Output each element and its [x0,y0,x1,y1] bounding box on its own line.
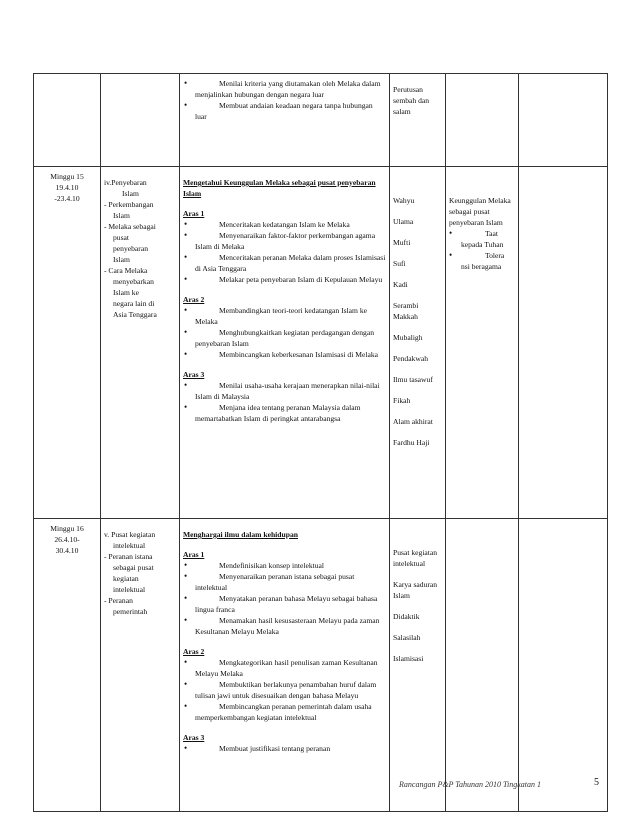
subtopic: Islam [113,255,130,264]
objective-list [183,560,386,637]
vocab-item: Mufti [393,238,411,247]
table-row [34,519,608,812]
level-label: Aras 3 [183,733,205,742]
vocab-item: Ulama [393,217,414,226]
vocab-item: Fardhu Haji [393,438,430,447]
vocab-item: Didaktik [393,612,420,621]
vocab-item: Mubaligh [393,333,423,342]
vocab-item: Fikah [393,396,411,405]
notes-cell [519,74,608,167]
vocab-cell [390,74,446,167]
level-label: Aras 2 [183,647,205,656]
topic-cell [101,74,180,167]
page-number: 5 [594,777,599,788]
objective-list [183,305,386,360]
objective-item: • Menilai kriteria yang diutamakan oleh Melaka dalam menjalinkan hubungan dengan negara luar [183,78,386,100]
objective-item: • Menjana idea tentang peranan Malaysia dalam memartabatkan Islam di peringkat antarabangsa [183,402,386,424]
values-heading: Keunggulan Melaka sebagai pusat penyebaran Islam [449,196,511,227]
subtopic: - Peranan [104,596,133,605]
vocab-item: Sufi [393,259,406,268]
level-label: Aras 1 [183,550,205,559]
objective-item: • Mendefinisikan konsep intelektual [183,560,386,571]
values-cell [446,167,519,519]
subtopic: pusat [113,233,130,242]
week-date: 26.4.10- [54,535,80,544]
subtopic: sebagai pusat [113,563,154,572]
level-label: Aras 3 [183,370,205,379]
vocab-cell [390,519,446,812]
subtopic: negara lain di [113,299,155,308]
objectives-cell [180,519,390,812]
subtopic: Islam ke [113,288,139,297]
objective-list [183,657,386,723]
vocab-item: Pendakwah [393,354,429,363]
week-cell [34,74,101,167]
table-row [34,74,608,167]
subtopic: - Melaka sebagai [104,222,156,231]
topic-title: v. Pusat kegiatan [104,530,156,539]
value-item: • Taat kepada Tuhan [449,228,515,250]
week-cell [34,167,101,519]
objective-item: • Membincangkan peranan pemerintah dalam usaha memperkembangan kegiatan intelektual [183,701,386,723]
vocab-item: Wahyu [393,196,415,205]
subtopic: Islam [113,211,130,220]
value-item: • Tolera nsi beragama [449,250,515,272]
objective-item: • Menyenaraikan faktor-faktor perkembangan agama Islam di Melaka [183,230,386,252]
page-footer: Rancangan P&P Tahunan 2010 Tingkatan 1 [399,780,542,789]
objective-item: • Menyatakan peranan bahasa Melayu sebagai bahasa lingua franca [183,593,386,615]
objective-item: • Melakar peta penyebaran Islam di Kepulauan Melayu [183,274,386,285]
vocab-item: Alam akhirat [393,417,433,426]
subtopic: intelektual [113,585,146,594]
subtopic: penyebaran [113,244,148,253]
subtopic: Asia Tenggara [113,310,157,319]
subtopic: - Perkembangan [104,200,154,209]
notes-cell [519,519,608,812]
section-heading: Mengetahui Keunggulan Melaka sebagai pusat penyebaran Islam [183,178,376,198]
objective-item: • Membuktikan berlakunya penambahan huruf dalam tulisan jawi untuk disesuaikan dengan bahasa Melayu [183,679,386,701]
table-row [34,167,608,519]
notes-cell [519,167,608,519]
topic-cell [101,167,180,519]
week-date: -23.4.10 [54,194,80,203]
objectives-cell [180,74,390,167]
values-cell [446,74,519,167]
objective-item: • Menghubungkaitkan kegiatan perdagangan dengan penyebaran Islam [183,327,386,349]
values-cell [446,519,519,812]
lesson-plan-table [33,73,608,812]
section-heading: Menghargai ilmu dalam kehidupan [183,530,298,539]
objective-item: • Menceritakan kedatangan Islam ke Melaka [183,219,386,230]
topic-cell [101,519,180,812]
vocab-item: Pusat kegiatan intelektual [393,548,438,568]
subtopic: pemerintah [113,607,148,616]
week-label: Minggu 15 [50,172,84,181]
objective-item: • Menilai usaha-usaha kerajaan menerapkan nilai-nilai Islam di Malaysia [183,380,386,402]
week-cell [34,519,101,812]
vocab-item: Serambi Makkah [393,301,419,321]
objective-item: • Menceritakan peranan Melaka dalam proses Islamisasi di Asia Tenggara [183,252,386,274]
objective-item: • Membandingkan teori-teori kedatangan Islam ke Melaka [183,305,386,327]
objective-list [183,78,386,122]
week-date: 19.4.10 [55,183,79,192]
objective-item: • Menyenaraikan peranan istana sebagai pusat intelektual [183,571,386,593]
week-label: Minggu 16 [50,524,84,533]
vocab-cell [390,167,446,519]
objectives-cell [180,167,390,519]
topic-title: intelektual [113,541,146,550]
objective-item: • Mengkategorikan hasil penulisan zaman Kesultanan Melayu Melaka [183,657,386,679]
objective-list [183,743,386,754]
topic-title: Islam [122,189,139,198]
vocab-item: Islamisasi [393,654,424,663]
objective-item: • Membuat justifikasi tentang peranan [183,743,386,754]
subtopic: - Cara Melaka [104,266,148,275]
objective-list [183,380,386,424]
vocab-item: Kadi [393,280,408,289]
week-date: 30.4.10 [55,546,79,555]
subtopic: kegiatan [113,574,139,583]
subtopic: menyebarkan [113,277,154,286]
vocab-item: Perutusan sembah dan salam [393,85,430,116]
vocab-item: Karya saduran Islam [393,580,438,600]
objective-item: • Menamakan hasil kesusasteraan Melayu pada zaman Kesultanan Melayu Melaka [183,615,386,637]
vocab-item: Ilmu tasawuf [393,375,433,384]
objective-item: • Membuat andaian keadaan negara tanpa hubungan luar [183,100,386,122]
level-label: Aras 2 [183,295,205,304]
objective-list [183,219,386,285]
topic-title: iv.Penyebaran [104,178,147,187]
subtopic: - Peranan istana [104,552,153,561]
level-label: Aras 1 [183,209,205,218]
objective-item: • Membincangkan keberkesanan Islamisasi di Melaka [183,349,386,360]
vocab-item: Salasilah [393,633,421,642]
